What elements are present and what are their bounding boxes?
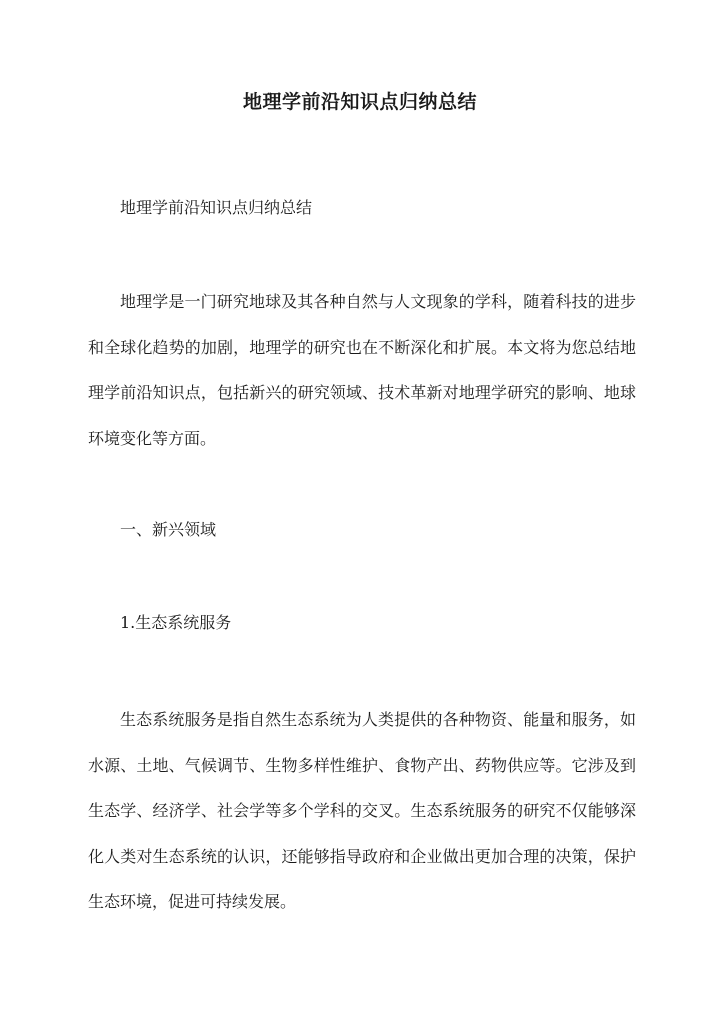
body-paragraph: 生态系统服务是指自然生态系统为人类提供的各种物资、能量和服务，如水源、土地、气候调节、生物多样性维护、食物产出、药物供应等。它涉及到生态学、经济学、社会学等多个学科的交叉。生态系统服务的研究不仅能够深化人类对生态系统的认识，还能够指导政府和企业做出更加合理的决策，保护生态环境，促进可持续发展。 <box>88 710 636 911</box>
intro-paragraph: 地理学是一门研究地球及其各种自然与人文现象的学科，随着科技的进步和全球化趋势的加剧，地理学的研究也在不断深化和扩展。本文将为您总结地理学前沿知识点，包括新兴的研究领域、技术革新对地理学研究的影响、地球环境变化等方面。 <box>88 292 636 448</box>
subsection-heading: 1.生态系统服务 <box>120 613 232 632</box>
document-title: 地理学前沿知识点归纳总结 <box>242 91 477 113</box>
section-heading: 一、新兴领域 <box>120 520 217 539</box>
subtitle-paragraph: 地理学前沿知识点归纳总结 <box>120 198 313 217</box>
